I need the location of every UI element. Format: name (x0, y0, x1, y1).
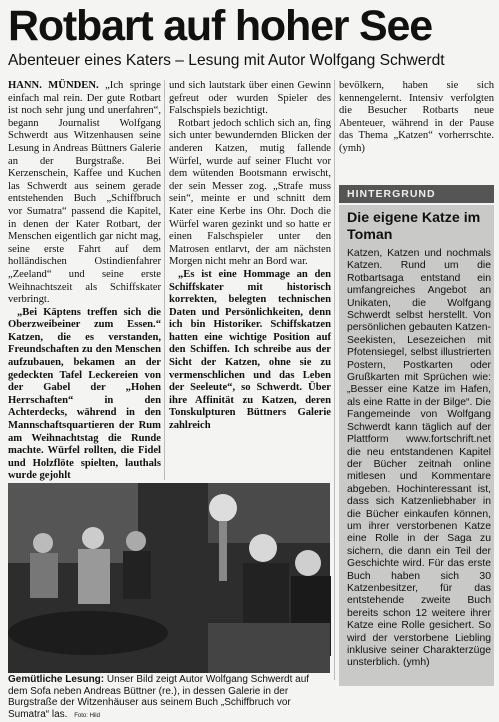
article-paragraph: Rotbart jedoch schlich sich an, fing sich unter bewundernden Blicken der anderen Katzen, mutig fallende Würfel, wurde auf seiner Flucht vor dem wütenden Bootsmann erwischt, der sein Messer zog. „Strafe muss sein“, meinte er und schnitt dem Kater eine Kerbe ins Ohr. Doch die Würfel waren gezinkt und so hatte er einen Falschspieler unter den Matrosen entlarvt, der am nächsten Morgen nicht mehr an Bord war. (169, 117, 331, 268)
article-column-2 (169, 80, 331, 475)
article-paragraph: und sich lautstark über einen Gewinn gefreut oder wurden Spieler des Falschspiels bezichtigt. (169, 80, 331, 117)
caption-lead: Gemütliche Lesung: (8, 674, 105, 685)
column-rule (164, 80, 165, 480)
sidebar-headline: Die eigene Katze im Toman (347, 210, 481, 243)
article-column-1 (8, 80, 161, 482)
article-paragraph: HANN. MÜNDEN. „Ich springe einfach mal rein. Der gute Rotbart ist noch sehr jung und unerfahren“, begann Journalist Wolfgang Schwerdt aus Witzenhausen seine Lesung in Andreas Büttners Galerie an der Burgstraße. Bei Kerzenschein, Kaffee und Kuchen las Schwerdt aus seinem gerade entstehenden Buch „Schiffbruch vor Sumatra“ passend die Kapitel, in denen der Kater Rotbart, der Menschen eigentlich gar nicht mag, seine erste Fahrt auf dem holländischen Ostindienfahrer „Zeeland“ und seine erste Weihnachtszeit als Schiffskater verbringt. (8, 80, 161, 306)
dateline: HANN. MÜNDEN. (8, 80, 99, 91)
column-rule (334, 80, 335, 680)
article-photo (8, 483, 330, 673)
photo-caption (8, 674, 330, 720)
sidebar-body: Katzen, Katzen und nochmals Katzen. Rund um die Rotbartsaga entstand ein umfangreiches Angebot an Unikaten, die Wolfgang Schwerdt selbst herstellt. Von persönlichen gebauten Katzen-Seekisten, Lesezeichen mit Pfotensiegel, selbst illustrierten Postern, Postkarten oder Grußkarten mit Sprüchen wie: „Besser eine Katze im Hafen, als eine Ratte in der Bilge“. Die Fangemeinde von Wolfgang Schwerdt kann täglich auf der Plattform www.fortschrift.net die neu entstandenen Kapitel der Bücher zeitnah online mitlesen und Kommentare abgeben. Hochinteressant ist, dass sich Katzenliebhaber in die Bücher einkaufen können, um ihrer verstorbenen Katze eine Rolle in der Saga zu sichern, die dann ein Teil der Geschichte wird. Für das erste Buch haben sich 30 Katzenbesitzer, für das entstehende zweite Buch bereits schon 12 weitere ihrer Katze eine Rolle gesichert. So wird der verstorbene Liebling inklusive seiner Charakterzüge unsterblich. (ymh) (347, 248, 491, 669)
article-paragraph: bevölkern, haben sie sich kennengelernt. Intensiv verfolgten die Besucher Rotbarts neue Abenteuer, während in der Pause das Thema „Katzen“ vorherrschte. (ymh) (339, 80, 494, 154)
article-paragraph: „Es ist eine Hommage an den Schiffskater mit historisch korrekten, belegten technischen Daten und Persönlichkeiten, denn ich bin Historiker. Schiffskatzen hatten eine wichtige Position auf den Schiffen. Ich schreibe aus der Sicht der Katzen, ohne sie zu vermenschlichen und das Leben der Seeleute“, so Schwerdt. Über ihre Affinität zu Katzen, deren Tonskulpturen Büttners Galerie zahlreich (169, 268, 331, 432)
photo-image (8, 483, 330, 673)
sidebar-kicker: HINTERGRUND (339, 185, 494, 203)
article-column-3 (339, 80, 494, 180)
subheadline: Abenteuer eines Katers – Lesung mit Autor Wolfgang Schwerdt (8, 52, 445, 69)
article-paragraph: „Bei Käptens treffen sich die Oberzweibeiner zum Essen.“ Katzen, die es verstanden, Freundschaften zu den Menschen aufzubauen, bekamen an der gedeckten Tafel Leckereien von der Gabel der „Hohen Herrschaften“ in den Achterdecks, während in den Mannschaftsquartieren der Rum am Weihnachtstag die Runde machte. Würfel rollten, die Fidel und Holzflöte spielten, lauthals wurde gejohlt (8, 306, 161, 482)
photo-credit: Foto: Hild (74, 712, 100, 719)
caption-text: Unser Bild zeigt Autor Wolfgang Schwerdt auf dem Sofa neben Andreas Büttner (re.), in dessen Galerie in der Burgstraße der Witzenhäuser aus seinem Buch „Schiffbruch vor Sumatra“ las. (8, 674, 310, 720)
headline: Rotbart auf hoher See (8, 2, 432, 50)
